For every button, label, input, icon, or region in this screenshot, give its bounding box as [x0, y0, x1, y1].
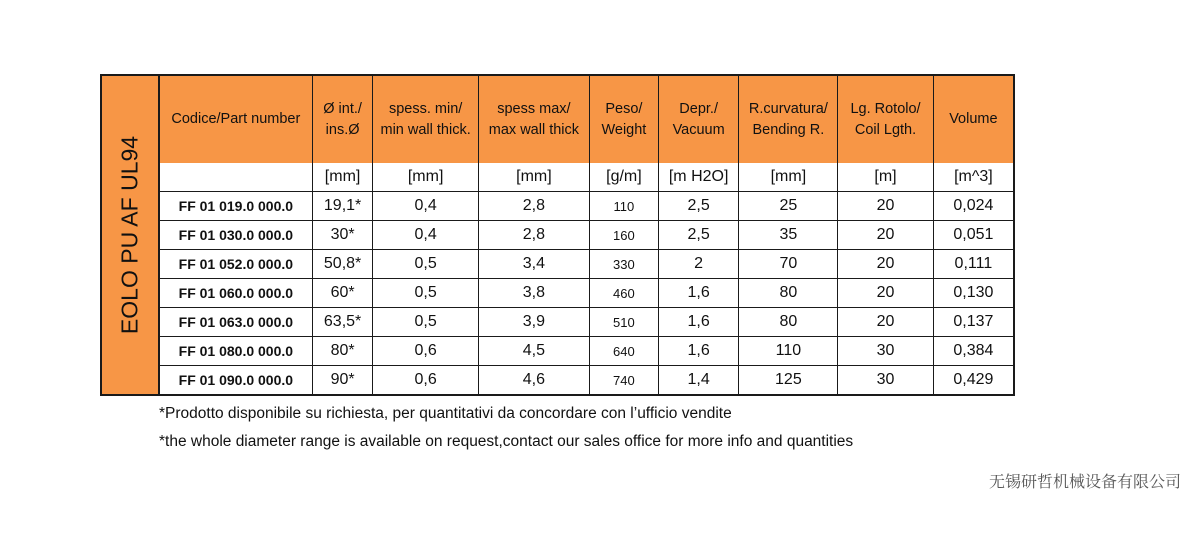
value-cell: 740: [590, 366, 659, 395]
value-cell: 0,130: [933, 279, 1013, 308]
value-cell: 0,6: [373, 337, 478, 366]
company-watermark: 无锡研哲机械设备有限公司: [988, 472, 1181, 491]
value-cell: 0,4: [373, 221, 478, 250]
value-cell: 110: [739, 337, 838, 366]
value-cell: 2,5: [658, 221, 739, 250]
value-cell: 125: [739, 366, 838, 395]
column-header-line: min wall thick.: [380, 121, 471, 138]
value-cell: 60*: [312, 279, 373, 308]
column-header-line: Ø int./: [323, 100, 362, 117]
value-cell: 0,051: [933, 221, 1013, 250]
value-cell: 0,4: [373, 192, 478, 221]
table-row: [160, 366, 1013, 395]
value-cell: 2: [658, 250, 739, 279]
column-header: [312, 76, 373, 163]
unit-cell: [mm]: [478, 163, 589, 192]
table-row: [160, 308, 1013, 337]
value-cell: 0,384: [933, 337, 1013, 366]
table-row: [160, 221, 1013, 250]
unit-cell: [160, 163, 312, 192]
value-cell: 35: [739, 221, 838, 250]
value-cell: 110: [590, 192, 659, 221]
table-row: [160, 337, 1013, 366]
value-cell: 1,6: [658, 279, 739, 308]
column-header-line: Depr./: [679, 100, 718, 117]
part-number-cell: FF 01 019.0 000.0: [160, 192, 312, 221]
units-row: [160, 163, 1013, 192]
value-cell: 1,6: [658, 337, 739, 366]
value-cell: 4,6: [478, 366, 589, 395]
value-cell: 19,1*: [312, 192, 373, 221]
value-cell: 2,8: [478, 192, 589, 221]
table-body: [160, 163, 1013, 394]
value-cell: 0,5: [373, 308, 478, 337]
value-cell: 80: [739, 279, 838, 308]
value-cell: 25: [739, 192, 838, 221]
value-cell: 4,5: [478, 337, 589, 366]
column-header: [590, 76, 659, 163]
value-cell: 20: [838, 279, 933, 308]
unit-cell: [m^3]: [933, 163, 1013, 192]
column-header-line: Peso/: [605, 100, 643, 117]
value-cell: 2,5: [658, 192, 739, 221]
product-title: EOLO PU AF UL94: [116, 135, 143, 335]
value-cell: 160: [590, 221, 659, 250]
column-header-line: ins.Ø: [325, 121, 360, 138]
column-header-line: Weight: [601, 121, 647, 138]
value-cell: 20: [838, 250, 933, 279]
value-cell: 3,8: [478, 279, 589, 308]
column-header-line: Bending R.: [752, 121, 825, 138]
value-cell: 0,024: [933, 192, 1013, 221]
spec-table: [160, 76, 1013, 394]
column-header-line: spess max/: [497, 100, 571, 117]
part-number-cell: FF 01 060.0 000.0: [160, 279, 312, 308]
column-header-line: Volume: [949, 111, 998, 127]
column-header: [933, 76, 1013, 163]
value-cell: 50,8*: [312, 250, 373, 279]
unit-cell: [mm]: [739, 163, 838, 192]
value-cell: 0,429: [933, 366, 1013, 395]
table-row: [160, 279, 1013, 308]
value-cell: 3,4: [478, 250, 589, 279]
part-number-cell: FF 01 063.0 000.0: [160, 308, 312, 337]
spec-table-frame: [100, 74, 1015, 396]
column-header-line: max wall thick: [488, 121, 580, 138]
unit-cell: [mm]: [312, 163, 373, 192]
footnotes: [159, 400, 853, 456]
column-header: [658, 76, 739, 163]
column-header-line: R.curvatura/: [748, 100, 828, 117]
column-header: [838, 76, 933, 163]
value-cell: 90*: [312, 366, 373, 395]
value-cell: 20: [838, 221, 933, 250]
product-title-band: [102, 76, 160, 394]
value-cell: 0,5: [373, 250, 478, 279]
column-header: [478, 76, 589, 163]
footnote-english: *the whole diameter range is available on request,contact our sales office for more info and quantities: [159, 433, 854, 450]
table-row: [160, 192, 1013, 221]
value-cell: 20: [838, 192, 933, 221]
unit-cell: [g/m]: [590, 163, 659, 192]
value-cell: 0,137: [933, 308, 1013, 337]
column-header-line: spess. min/: [388, 100, 463, 117]
value-cell: 1,6: [658, 308, 739, 337]
value-cell: 20: [838, 308, 933, 337]
value-cell: 330: [590, 250, 659, 279]
column-header-line: Codice/Part number: [171, 111, 301, 127]
part-number-cell: FF 01 090.0 000.0: [160, 366, 312, 395]
column-header-line: Coil Lgth.: [854, 121, 917, 138]
column-header-line: Lg. Rotolo/: [850, 100, 921, 117]
column-header: [160, 76, 312, 163]
value-cell: 80: [739, 308, 838, 337]
column-header: [373, 76, 478, 163]
header-row: [160, 76, 1013, 163]
value-cell: 30: [838, 366, 933, 395]
footnote-italian: *Prodotto disponibile su richiesta, per quantitativi da concordare con l’ufficio vendite: [159, 405, 732, 422]
value-cell: 70: [739, 250, 838, 279]
value-cell: 0,111: [933, 250, 1013, 279]
value-cell: 63,5*: [312, 308, 373, 337]
column-header-line: Vacuum: [672, 121, 725, 138]
value-cell: 3,9: [478, 308, 589, 337]
table-row: [160, 250, 1013, 279]
unit-cell: [m H2O]: [658, 163, 739, 192]
value-cell: 1,4: [658, 366, 739, 395]
value-cell: 30*: [312, 221, 373, 250]
part-number-cell: FF 01 080.0 000.0: [160, 337, 312, 366]
column-header: [739, 76, 838, 163]
part-number-cell: FF 01 030.0 000.0: [160, 221, 312, 250]
unit-cell: [m]: [838, 163, 933, 192]
value-cell: 30: [838, 337, 933, 366]
value-cell: 460: [590, 279, 659, 308]
part-number-cell: FF 01 052.0 000.0: [160, 250, 312, 279]
value-cell: 0,6: [373, 366, 478, 395]
value-cell: 510: [590, 308, 659, 337]
unit-cell: [mm]: [373, 163, 478, 192]
value-cell: 2,8: [478, 221, 589, 250]
value-cell: 640: [590, 337, 659, 366]
value-cell: 0,5: [373, 279, 478, 308]
value-cell: 80*: [312, 337, 373, 366]
